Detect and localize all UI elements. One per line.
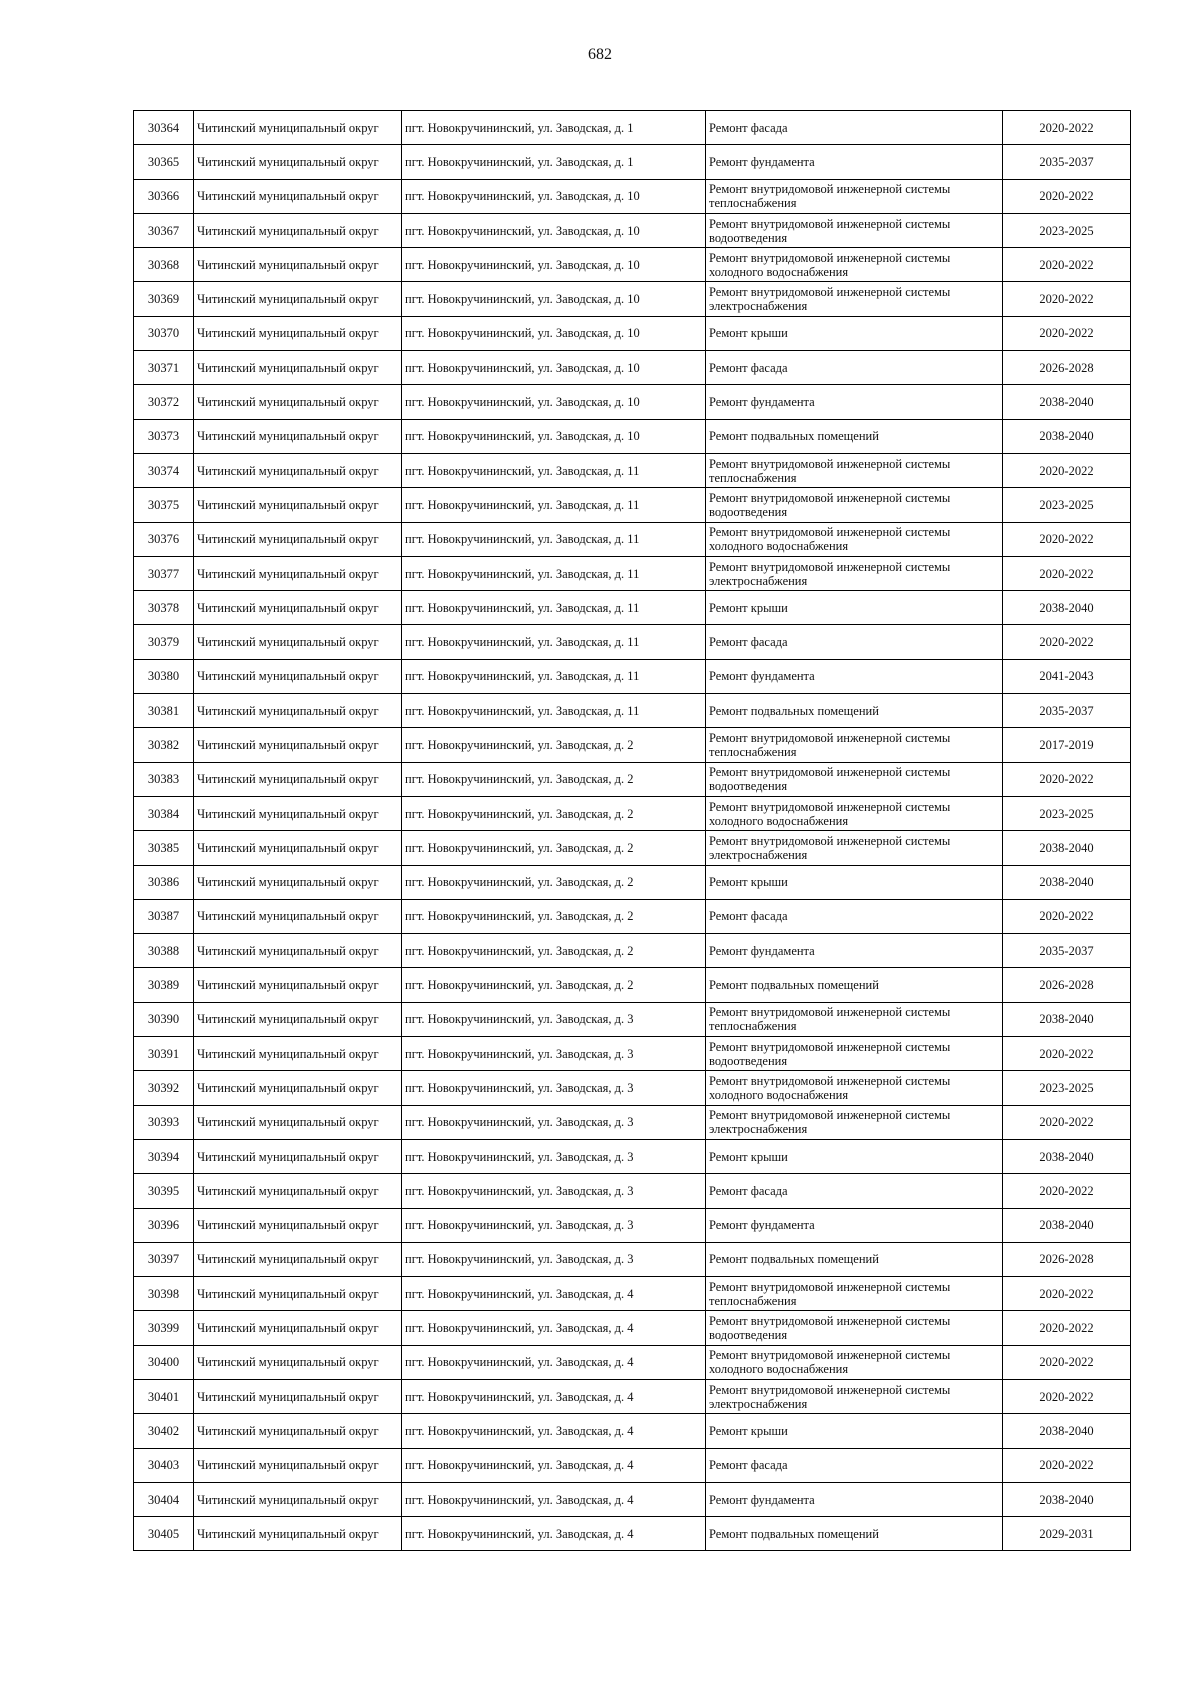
row-number-cell: 30389 — [134, 968, 194, 1002]
table-row — [134, 728, 1131, 762]
address-cell: пгт. Новокручининский, ул. Заводская, д. 11 — [402, 659, 706, 693]
row-number-cell: 30380 — [134, 659, 194, 693]
row-number-cell: 30371 — [134, 351, 194, 385]
municipality-cell: Читинский муниципальный округ — [194, 1139, 402, 1173]
table-row — [134, 453, 1131, 487]
address-cell: пгт. Новокручининский, ул. Заводская, д. 11 — [402, 488, 706, 522]
row-number-cell: 30376 — [134, 522, 194, 556]
row-number-cell: 30366 — [134, 179, 194, 213]
address-cell: пгт. Новокручининский, ул. Заводская, д. 2 — [402, 762, 706, 796]
work-type-cell: Ремонт внутридомовой инженерной системы водоотведения — [706, 213, 1003, 247]
municipality-cell: Читинский муниципальный округ — [194, 1208, 402, 1242]
row-number-cell: 30370 — [134, 316, 194, 350]
address-cell: пгт. Новокручининский, ул. Заводская, д. 2 — [402, 728, 706, 762]
work-type-cell: Ремонт внутридомовой инженерной системы электроснабжения — [706, 831, 1003, 865]
table-row — [134, 1414, 1131, 1448]
row-number-cell: 30394 — [134, 1139, 194, 1173]
municipality-cell: Читинский муниципальный округ — [194, 899, 402, 933]
table-row — [134, 1002, 1131, 1036]
row-number-cell: 30372 — [134, 385, 194, 419]
table-body — [134, 111, 1131, 1551]
municipality-cell: Читинский муниципальный округ — [194, 1379, 402, 1413]
row-number-cell: 30384 — [134, 796, 194, 830]
work-type-cell: Ремонт фасада — [706, 111, 1003, 145]
table-row — [134, 145, 1131, 179]
address-cell: пгт. Новокручининский, ул. Заводская, д. 3 — [402, 1139, 706, 1173]
table-row — [134, 1174, 1131, 1208]
address-cell: пгт. Новокручининский, ул. Заводская, д. 2 — [402, 865, 706, 899]
address-cell: пгт. Новокручининский, ул. Заводская, д. 11 — [402, 453, 706, 487]
work-type-cell: Ремонт крыши — [706, 1414, 1003, 1448]
table-row — [134, 1139, 1131, 1173]
work-type-cell: Ремонт внутридомовой инженерной системы теплоснабжения — [706, 1002, 1003, 1036]
municipality-cell: Читинский муниципальный округ — [194, 1414, 402, 1448]
address-cell: пгт. Новокручининский, ул. Заводская, д. 10 — [402, 248, 706, 282]
work-type-cell: Ремонт подвальных помещений — [706, 694, 1003, 728]
page-number: 682 — [588, 46, 612, 63]
row-number-cell: 30385 — [134, 831, 194, 865]
table-row — [134, 1311, 1131, 1345]
municipality-cell: Читинский муниципальный округ — [194, 1345, 402, 1379]
row-number-cell: 30382 — [134, 728, 194, 762]
row-number-cell: 30387 — [134, 899, 194, 933]
table-row — [134, 111, 1131, 145]
row-number-cell: 30381 — [134, 694, 194, 728]
period-cell: 2035-2037 — [1003, 145, 1131, 179]
address-cell: пгт. Новокручининский, ул. Заводская, д. 2 — [402, 796, 706, 830]
row-number-cell: 30397 — [134, 1242, 194, 1276]
period-cell: 2020-2022 — [1003, 762, 1131, 796]
row-number-cell: 30364 — [134, 111, 194, 145]
row-number-cell: 30374 — [134, 453, 194, 487]
municipality-cell: Читинский муниципальный округ — [194, 865, 402, 899]
work-type-cell: Ремонт внутридомовой инженерной системы теплоснабжения — [706, 728, 1003, 762]
work-type-cell: Ремонт внутридомовой инженерной системы водоотведения — [706, 1037, 1003, 1071]
address-cell: пгт. Новокручининский, ул. Заводская, д. 4 — [402, 1379, 706, 1413]
work-type-cell: Ремонт внутридомовой инженерной системы электроснабжения — [706, 556, 1003, 590]
address-cell: пгт. Новокручининский, ул. Заводская, д. 10 — [402, 213, 706, 247]
period-cell: 2020-2022 — [1003, 453, 1131, 487]
municipality-cell: Читинский муниципальный округ — [194, 1482, 402, 1516]
row-number-cell: 30368 — [134, 248, 194, 282]
row-number-cell: 30367 — [134, 213, 194, 247]
work-type-cell: Ремонт фундамента — [706, 385, 1003, 419]
table-row — [134, 934, 1131, 968]
work-type-cell: Ремонт фасада — [706, 899, 1003, 933]
table-row — [134, 659, 1131, 693]
table-row — [134, 316, 1131, 350]
work-type-cell: Ремонт подвальных помещений — [706, 1242, 1003, 1276]
period-cell: 2038-2040 — [1003, 1002, 1131, 1036]
period-cell: 2020-2022 — [1003, 522, 1131, 556]
period-cell: 2020-2022 — [1003, 248, 1131, 282]
address-cell: пгт. Новокручининский, ул. Заводская, д. 4 — [402, 1311, 706, 1345]
address-cell: пгт. Новокручининский, ул. Заводская, д. 3 — [402, 1174, 706, 1208]
table-row — [134, 556, 1131, 590]
municipality-cell: Читинский муниципальный округ — [194, 1037, 402, 1071]
period-cell: 2020-2022 — [1003, 1345, 1131, 1379]
table-row — [134, 1208, 1131, 1242]
table-row — [134, 179, 1131, 213]
period-cell: 2038-2040 — [1003, 831, 1131, 865]
address-cell: пгт. Новокручининский, ул. Заводская, д. 4 — [402, 1277, 706, 1311]
period-cell: 2023-2025 — [1003, 488, 1131, 522]
table-row — [134, 1071, 1131, 1105]
row-number-cell: 30396 — [134, 1208, 194, 1242]
address-cell: пгт. Новокручининский, ул. Заводская, д. 11 — [402, 556, 706, 590]
table-row — [134, 419, 1131, 453]
work-type-cell: Ремонт крыши — [706, 1139, 1003, 1173]
address-cell: пгт. Новокручининский, ул. Заводская, д. 2 — [402, 899, 706, 933]
address-cell: пгт. Новокручининский, ул. Заводская, д. 3 — [402, 1037, 706, 1071]
address-cell: пгт. Новокручининский, ул. Заводская, д. 2 — [402, 934, 706, 968]
municipality-cell: Читинский муниципальный округ — [194, 1517, 402, 1551]
row-number-cell: 30365 — [134, 145, 194, 179]
table-row — [134, 694, 1131, 728]
work-type-cell: Ремонт крыши — [706, 865, 1003, 899]
municipality-cell: Читинский муниципальный округ — [194, 694, 402, 728]
period-cell: 2035-2037 — [1003, 934, 1131, 968]
work-type-cell: Ремонт внутридомовой инженерной системы теплоснабжения — [706, 179, 1003, 213]
table-row — [134, 625, 1131, 659]
address-cell: пгт. Новокручининский, ул. Заводская, д. 4 — [402, 1345, 706, 1379]
period-cell: 2017-2019 — [1003, 728, 1131, 762]
municipality-cell: Читинский муниципальный округ — [194, 248, 402, 282]
address-cell: пгт. Новокручининский, ул. Заводская, д. 1 — [402, 145, 706, 179]
municipality-cell: Читинский муниципальный округ — [194, 488, 402, 522]
table-row — [134, 1277, 1131, 1311]
municipality-cell: Читинский муниципальный округ — [194, 591, 402, 625]
period-cell: 2020-2022 — [1003, 111, 1131, 145]
work-type-cell: Ремонт фасада — [706, 351, 1003, 385]
municipality-cell: Читинский муниципальный округ — [194, 934, 402, 968]
work-type-cell: Ремонт внутридомовой инженерной системы холодного водоснабжения — [706, 1071, 1003, 1105]
municipality-cell: Читинский муниципальный округ — [194, 625, 402, 659]
municipality-cell: Читинский муниципальный округ — [194, 762, 402, 796]
period-cell: 2020-2022 — [1003, 316, 1131, 350]
municipality-cell: Читинский муниципальный округ — [194, 213, 402, 247]
table-row — [134, 213, 1131, 247]
period-cell: 2038-2040 — [1003, 1208, 1131, 1242]
period-cell: 2026-2028 — [1003, 351, 1131, 385]
work-type-cell: Ремонт внутридомовой инженерной системы холодного водоснабжения — [706, 522, 1003, 556]
row-number-cell: 30377 — [134, 556, 194, 590]
address-cell: пгт. Новокручининский, ул. Заводская, д. 4 — [402, 1414, 706, 1448]
period-cell: 2020-2022 — [1003, 1037, 1131, 1071]
period-cell: 2020-2022 — [1003, 556, 1131, 590]
work-type-cell: Ремонт фасада — [706, 625, 1003, 659]
address-cell: пгт. Новокручининский, ул. Заводская, д. 3 — [402, 1105, 706, 1139]
municipality-cell: Читинский муниципальный округ — [194, 419, 402, 453]
table-row — [134, 385, 1131, 419]
row-number-cell: 30395 — [134, 1174, 194, 1208]
municipality-cell: Читинский муниципальный округ — [194, 1002, 402, 1036]
work-type-cell: Ремонт внутридомовой инженерной системы холодного водоснабжения — [706, 1345, 1003, 1379]
table-row — [134, 968, 1131, 1002]
table-row — [134, 1345, 1131, 1379]
table-row — [134, 796, 1131, 830]
address-cell: пгт. Новокручининский, ул. Заводская, д. 11 — [402, 522, 706, 556]
period-cell: 2038-2040 — [1003, 1414, 1131, 1448]
address-cell: пгт. Новокручининский, ул. Заводская, д. 4 — [402, 1517, 706, 1551]
address-cell: пгт. Новокручининский, ул. Заводская, д. 10 — [402, 316, 706, 350]
period-cell: 2020-2022 — [1003, 625, 1131, 659]
address-cell: пгт. Новокручининский, ул. Заводская, д. 2 — [402, 968, 706, 1002]
work-type-cell: Ремонт подвальных помещений — [706, 968, 1003, 1002]
period-cell: 2020-2022 — [1003, 1311, 1131, 1345]
work-type-cell: Ремонт внутридомовой инженерной системы теплоснабжения — [706, 453, 1003, 487]
municipality-cell: Читинский муниципальный округ — [194, 351, 402, 385]
work-type-cell: Ремонт фасада — [706, 1448, 1003, 1482]
period-cell: 2038-2040 — [1003, 1139, 1131, 1173]
table-row — [134, 1379, 1131, 1413]
row-number-cell: 30369 — [134, 282, 194, 316]
row-number-cell: 30399 — [134, 1311, 194, 1345]
work-type-cell: Ремонт внутридомовой инженерной системы холодного водоснабжения — [706, 796, 1003, 830]
address-cell: пгт. Новокручининский, ул. Заводская, д. 1 — [402, 111, 706, 145]
period-cell: 2020-2022 — [1003, 282, 1131, 316]
municipality-cell: Читинский муниципальный округ — [194, 111, 402, 145]
address-cell: пгт. Новокручининский, ул. Заводская, д. 3 — [402, 1071, 706, 1105]
row-number-cell: 30378 — [134, 591, 194, 625]
work-type-cell: Ремонт внутридомовой инженерной системы водоотведения — [706, 762, 1003, 796]
table-row — [134, 899, 1131, 933]
period-cell: 2029-2031 — [1003, 1517, 1131, 1551]
period-cell: 2026-2028 — [1003, 1242, 1131, 1276]
table-row — [134, 248, 1131, 282]
row-number-cell: 30390 — [134, 1002, 194, 1036]
period-cell: 2038-2040 — [1003, 419, 1131, 453]
period-cell: 2038-2040 — [1003, 865, 1131, 899]
row-number-cell: 30392 — [134, 1071, 194, 1105]
period-cell: 2023-2025 — [1003, 796, 1131, 830]
row-number-cell: 30379 — [134, 625, 194, 659]
period-cell: 2038-2040 — [1003, 1482, 1131, 1516]
table-row — [134, 351, 1131, 385]
table-row — [134, 831, 1131, 865]
work-type-cell: Ремонт фундамента — [706, 145, 1003, 179]
municipality-cell: Читинский муниципальный округ — [194, 1448, 402, 1482]
work-type-cell: Ремонт внутридомовой инженерной системы электроснабжения — [706, 1105, 1003, 1139]
row-number-cell: 30393 — [134, 1105, 194, 1139]
table-row — [134, 1242, 1131, 1276]
municipality-cell: Читинский муниципальный округ — [194, 1242, 402, 1276]
table-row — [134, 1105, 1131, 1139]
work-type-cell: Ремонт фундамента — [706, 659, 1003, 693]
address-cell: пгт. Новокручининский, ул. Заводская, д. 3 — [402, 1002, 706, 1036]
work-type-cell: Ремонт крыши — [706, 591, 1003, 625]
municipality-cell: Читинский муниципальный округ — [194, 282, 402, 316]
municipality-cell: Читинский муниципальный округ — [194, 796, 402, 830]
period-cell: 2041-2043 — [1003, 659, 1131, 693]
municipality-cell: Читинский муниципальный округ — [194, 728, 402, 762]
municipality-cell: Читинский муниципальный округ — [194, 659, 402, 693]
address-cell: пгт. Новокручининский, ул. Заводская, д. 10 — [402, 385, 706, 419]
row-number-cell: 30388 — [134, 934, 194, 968]
period-cell: 2020-2022 — [1003, 899, 1131, 933]
work-type-cell: Ремонт внутридомовой инженерной системы электроснабжения — [706, 282, 1003, 316]
repair-schedule-table — [133, 110, 1131, 1551]
municipality-cell: Читинский муниципальный округ — [194, 145, 402, 179]
row-number-cell: 30400 — [134, 1345, 194, 1379]
municipality-cell: Читинский муниципальный округ — [194, 1311, 402, 1345]
work-type-cell: Ремонт внутридомовой инженерной системы холодного водоснабжения — [706, 248, 1003, 282]
period-cell: 2020-2022 — [1003, 1448, 1131, 1482]
address-cell: пгт. Новокручининский, ул. Заводская, д. 10 — [402, 419, 706, 453]
work-type-cell: Ремонт фасада — [706, 1174, 1003, 1208]
municipality-cell: Читинский муниципальный округ — [194, 453, 402, 487]
address-cell: пгт. Новокручининский, ул. Заводская, д. 3 — [402, 1242, 706, 1276]
table-row — [134, 865, 1131, 899]
period-cell: 2038-2040 — [1003, 385, 1131, 419]
table-row — [134, 488, 1131, 522]
work-type-cell: Ремонт внутридомовой инженерной системы водоотведения — [706, 488, 1003, 522]
period-cell: 2023-2025 — [1003, 213, 1131, 247]
municipality-cell: Читинский муниципальный округ — [194, 1174, 402, 1208]
municipality-cell: Читинский муниципальный округ — [194, 556, 402, 590]
period-cell: 2020-2022 — [1003, 179, 1131, 213]
table-row — [134, 591, 1131, 625]
table-row — [134, 762, 1131, 796]
table-row — [134, 1448, 1131, 1482]
row-number-cell: 30375 — [134, 488, 194, 522]
table-row — [134, 282, 1131, 316]
municipality-cell: Читинский муниципальный округ — [194, 1105, 402, 1139]
period-cell: 2020-2022 — [1003, 1379, 1131, 1413]
work-type-cell: Ремонт внутридомовой инженерной системы теплоснабжения — [706, 1277, 1003, 1311]
period-cell: 2035-2037 — [1003, 694, 1131, 728]
address-cell: пгт. Новокручининский, ул. Заводская, д. 10 — [402, 351, 706, 385]
work-type-cell: Ремонт фундамента — [706, 934, 1003, 968]
address-cell: пгт. Новокручининский, ул. Заводская, д. 11 — [402, 591, 706, 625]
address-cell: пгт. Новокручининский, ул. Заводская, д. 11 — [402, 625, 706, 659]
row-number-cell: 30373 — [134, 419, 194, 453]
municipality-cell: Читинский муниципальный округ — [194, 968, 402, 1002]
row-number-cell: 30405 — [134, 1517, 194, 1551]
row-number-cell: 30402 — [134, 1414, 194, 1448]
work-type-cell: Ремонт фундамента — [706, 1482, 1003, 1516]
period-cell: 2026-2028 — [1003, 968, 1131, 1002]
row-number-cell: 30401 — [134, 1379, 194, 1413]
period-cell: 2020-2022 — [1003, 1174, 1131, 1208]
address-cell: пгт. Новокручининский, ул. Заводская, д. 4 — [402, 1448, 706, 1482]
municipality-cell: Читинский муниципальный округ — [194, 831, 402, 865]
municipality-cell: Читинский муниципальный округ — [194, 1277, 402, 1311]
address-cell: пгт. Новокручининский, ул. Заводская, д. 11 — [402, 694, 706, 728]
municipality-cell: Читинский муниципальный округ — [194, 385, 402, 419]
municipality-cell: Читинский муниципальный округ — [194, 522, 402, 556]
row-number-cell: 30383 — [134, 762, 194, 796]
work-type-cell: Ремонт внутридомовой инженерной системы электроснабжения — [706, 1379, 1003, 1413]
address-cell: пгт. Новокручининский, ул. Заводская, д. 10 — [402, 282, 706, 316]
table-row — [134, 1517, 1131, 1551]
table-row — [134, 522, 1131, 556]
work-type-cell: Ремонт фундамента — [706, 1208, 1003, 1242]
work-type-cell: Ремонт подвальных помещений — [706, 419, 1003, 453]
table-row — [134, 1482, 1131, 1516]
row-number-cell: 30391 — [134, 1037, 194, 1071]
municipality-cell: Читинский муниципальный округ — [194, 1071, 402, 1105]
row-number-cell: 30403 — [134, 1448, 194, 1482]
period-cell: 2020-2022 — [1003, 1277, 1131, 1311]
row-number-cell: 30398 — [134, 1277, 194, 1311]
work-type-cell: Ремонт внутридомовой инженерной системы водоотведения — [706, 1311, 1003, 1345]
period-cell: 2023-2025 — [1003, 1071, 1131, 1105]
period-cell: 2020-2022 — [1003, 1105, 1131, 1139]
work-type-cell: Ремонт крыши — [706, 316, 1003, 350]
address-cell: пгт. Новокручининский, ул. Заводская, д. 3 — [402, 1208, 706, 1242]
work-type-cell: Ремонт подвальных помещений — [706, 1517, 1003, 1551]
municipality-cell: Читинский муниципальный округ — [194, 179, 402, 213]
address-cell: пгт. Новокручининский, ул. Заводская, д. 4 — [402, 1482, 706, 1516]
period-cell: 2038-2040 — [1003, 591, 1131, 625]
table-row — [134, 1037, 1131, 1071]
address-cell: пгт. Новокручининский, ул. Заводская, д. 10 — [402, 179, 706, 213]
municipality-cell: Читинский муниципальный округ — [194, 316, 402, 350]
address-cell: пгт. Новокручининский, ул. Заводская, д. 2 — [402, 831, 706, 865]
row-number-cell: 30386 — [134, 865, 194, 899]
row-number-cell: 30404 — [134, 1482, 194, 1516]
